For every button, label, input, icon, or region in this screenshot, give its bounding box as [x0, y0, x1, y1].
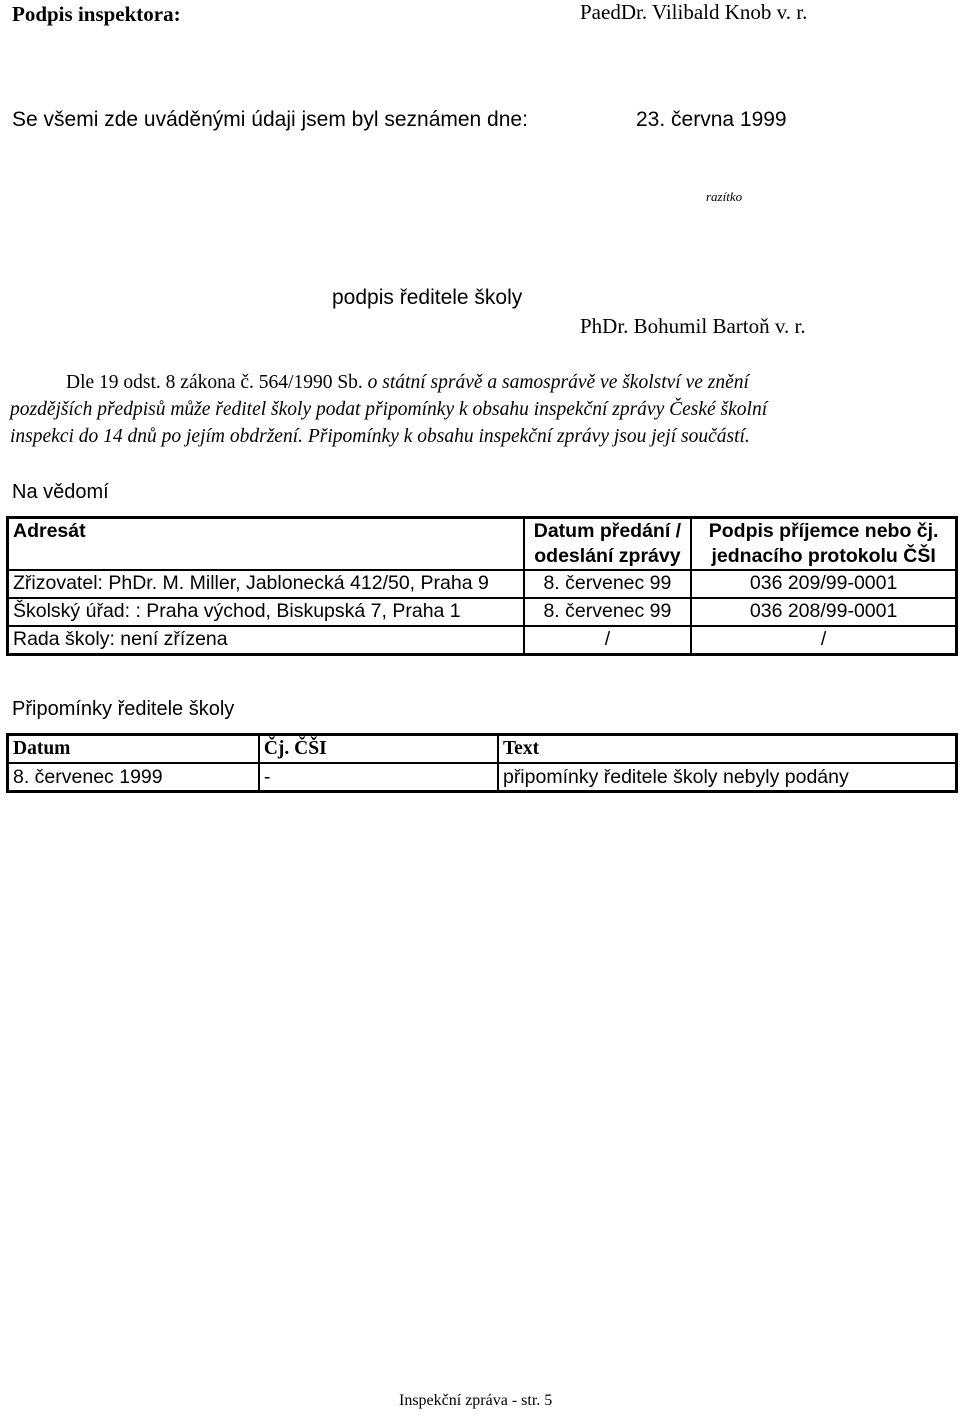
- cell-ref: 036 209/99-0001: [691, 570, 956, 598]
- legal-note-line-2: pozdějších předpisů může ředitel školy podat připomínky k obsahu inspekční zprávy České školní: [10, 399, 768, 420]
- legal-note: [10, 369, 958, 450]
- cell-date: /: [524, 626, 692, 655]
- column-header-date-line-2: odeslání zprávy: [534, 545, 681, 567]
- cell-date: 8. červenec 99: [524, 570, 692, 598]
- table-row: [8, 570, 957, 598]
- director-name: PhDr. Bohumil Bartoň v. r.: [580, 314, 806, 338]
- acknowledgement-date: 23. června 1999: [636, 108, 787, 131]
- legal-note-line-1: [10, 369, 958, 396]
- remarks-heading: Připomínky ředitele školy: [12, 698, 235, 720]
- page-footer: Inspekční zpráva - str. 5: [399, 1392, 553, 1409]
- table-row: [8, 598, 957, 626]
- remarks-header-row: [8, 735, 957, 764]
- cc-table-header-row: [8, 518, 957, 571]
- column-header-signature-line-1: Podpis příjemce nebo čj.: [708, 520, 939, 542]
- column-header-date: Datum: [8, 735, 259, 764]
- legal-note-line-3: inspekci do 14 dnů po jejím obdržení. Připomínky k obsahu inspekční zprávy jsou její součástí.: [10, 426, 750, 447]
- column-header-ref: Čj. ČŠI: [259, 735, 498, 764]
- column-header-recipient: Adresát: [8, 518, 524, 571]
- director-signature-label: podpis ředitele školy: [332, 286, 523, 309]
- cell-recipient: Rada školy: není zřízena: [8, 626, 524, 655]
- table-row: [8, 626, 957, 655]
- cell-date: 8. červenec 1999: [8, 763, 259, 792]
- cell-date: 8. červenec 99: [524, 598, 692, 626]
- cell-text: připomínky ředitele školy nebyly podány: [498, 763, 957, 792]
- table-row: [8, 763, 957, 792]
- cell-ref: 036 208/99-0001: [691, 598, 956, 626]
- cell-ref: -: [259, 763, 498, 792]
- cc-table: [6, 516, 958, 656]
- acknowledgement-text: Se všemi zde uváděnými údaji jsem byl seznámen dne:: [12, 108, 528, 131]
- legal-reference: Dle 19 odst. 8 zákona č. 564/1990 Sb.: [66, 372, 363, 393]
- inspector-signature-label: Podpis inspektora:: [12, 2, 181, 26]
- column-header-signature-line-2: jednacího protokolu ČŠI: [711, 545, 936, 567]
- cell-recipient: Školský úřad: : Praha východ, Biskupská 7, Praha 1: [8, 598, 524, 626]
- legal-note-line-1-text: o státní správě a samosprávě ve školství ve znění: [362, 372, 749, 393]
- cell-recipient: Zřizovatel: PhDr. M. Miller, Jablonecká 412/50, Praha 9: [8, 570, 524, 598]
- column-header-date-line-1: Datum předání /: [533, 520, 682, 542]
- column-header-date: [524, 518, 692, 571]
- cc-heading: Na vědomí: [12, 481, 109, 503]
- remarks-table: [6, 733, 958, 793]
- inspector-name: PaedDr. Vilibald Knob v. r.: [580, 0, 808, 24]
- stamp-label: razítko: [706, 189, 743, 204]
- column-header-signature: [691, 518, 956, 571]
- column-header-text: Text: [498, 735, 957, 764]
- cell-ref: /: [691, 626, 956, 655]
